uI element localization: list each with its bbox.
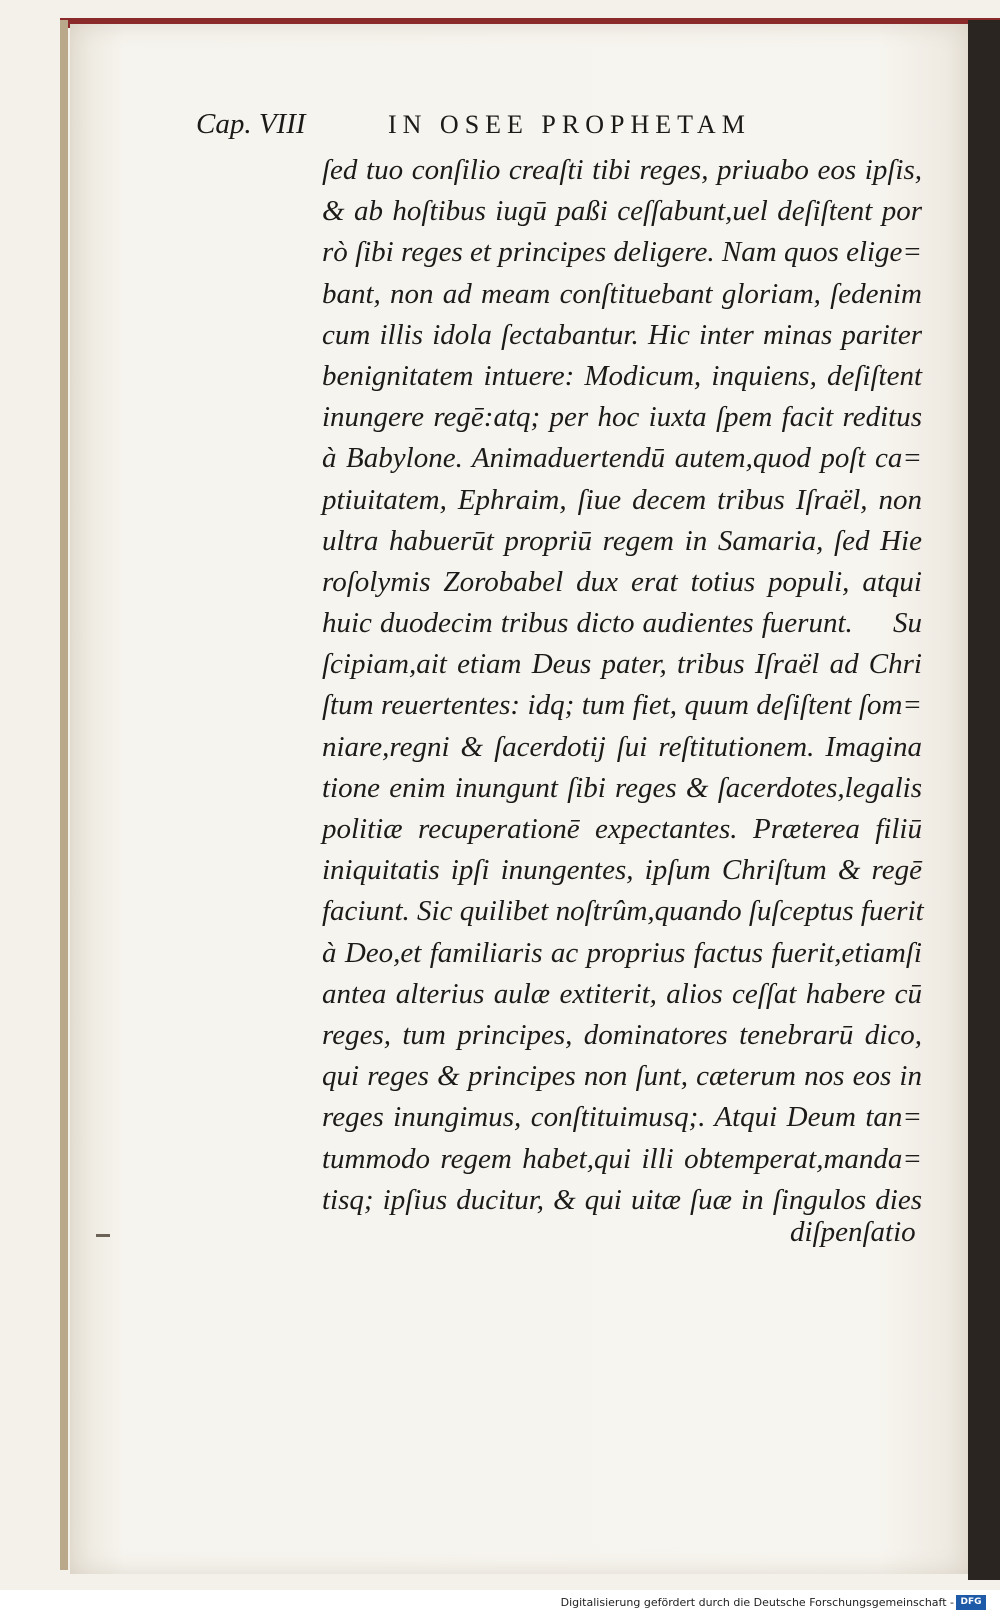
text-line: niare,regni & ſacerdotij ſui reſtitutionem. Imagina xyxy=(322,730,922,763)
text-line: faciunt. Sic quilibet noſtrûm,quando ſuſceptus fuerit xyxy=(322,895,924,928)
text-line: & ab hoſtibus iugū paßi ceſſabunt,uel deſiſtent por xyxy=(322,195,922,228)
text-line: ſed tuo conſilio creaſti tibi reges, priuabo eos ipſis, xyxy=(322,154,922,186)
text-line: ultra habuerūt propriū regem in Samaria, ſed Hie xyxy=(322,524,922,557)
chapter-label: Cap. VIII xyxy=(196,108,306,140)
text-line: inungere regē:atq; per hoc iuxta ſpem facit reditus xyxy=(322,401,922,434)
text-line: reges, tum principes, dominatores tenebrarū dico, xyxy=(322,1018,922,1051)
page-title: IN OSEE PROPHETAM xyxy=(388,110,751,139)
text-line: cum illis idola ſectabantur. Hic inter minas pariter xyxy=(322,318,922,351)
text-line: rò ſibi reges et principes deligere. Nam quos elige= xyxy=(322,236,922,269)
text-line: benignitatem intuere: Modicum, inquiens, deſiſtent xyxy=(322,359,922,392)
catchword: diſpenſatio xyxy=(790,1216,916,1248)
text-line: tione enim inungunt ſibi reges & ſacerdotes,legalis xyxy=(322,771,922,804)
text-line: reges inungimus, conſtituimusq;. Atqui Deum tan= xyxy=(322,1101,922,1134)
dfg-logo: DFG xyxy=(956,1595,986,1610)
text-line: bant, non ad meam conſtituebant gloriam, ſedenim xyxy=(322,277,922,310)
margin-mark xyxy=(96,1234,110,1237)
body-text xyxy=(322,150,922,1221)
text-line: ſtum reuertentes: idq; tum fiet, quum deſiſtent ſom= xyxy=(322,689,922,722)
text-line: tisq; ipſius ducitur, & qui uitæ ſuæ in ſingulos dies xyxy=(322,1183,922,1216)
text-line: à Deo,et familiaris ac proprius factus fuerit,etiamſi xyxy=(322,936,922,969)
text-line: tummodo regem habet,qui illi obtemperat,manda= xyxy=(322,1142,922,1175)
text-line: politiæ recuperationē expectantes. Præterea filiū xyxy=(322,813,922,845)
running-head xyxy=(196,108,856,148)
book-edge-left xyxy=(60,20,68,1570)
text-line: ptiuitatem, Ephraim, ſiue decem tribus Iſraël, non xyxy=(322,483,922,516)
text-line: antea alterius aulæ extiterit, alios ceſſat habere cū xyxy=(322,977,922,1010)
text-line: ſcipiam,ait etiam Deus pater, tribus Iſraël ad Chri xyxy=(322,648,922,681)
text-line: iniquitatis ipſi inungentes, ipſum Chriſtum & regē xyxy=(322,854,922,887)
footer-credit: Digitalisierung gefördert durch die Deutsche Forschungsgemeinschaft - xyxy=(560,1596,954,1609)
digitization-footer xyxy=(0,1590,1000,1618)
book-edge-right xyxy=(968,20,1000,1580)
text-line: roſolymis Zorobabel dux erat totius populi, atqui xyxy=(322,565,922,598)
text-line: à Babylone. Animaduertendū autem,quod poſt ca= xyxy=(322,442,922,475)
text-line: huic duodecim tribus dicto audientes fuerunt. Su xyxy=(322,607,922,640)
text-line: qui reges & principes non ſunt, cæterum nos eos in xyxy=(322,1060,922,1093)
